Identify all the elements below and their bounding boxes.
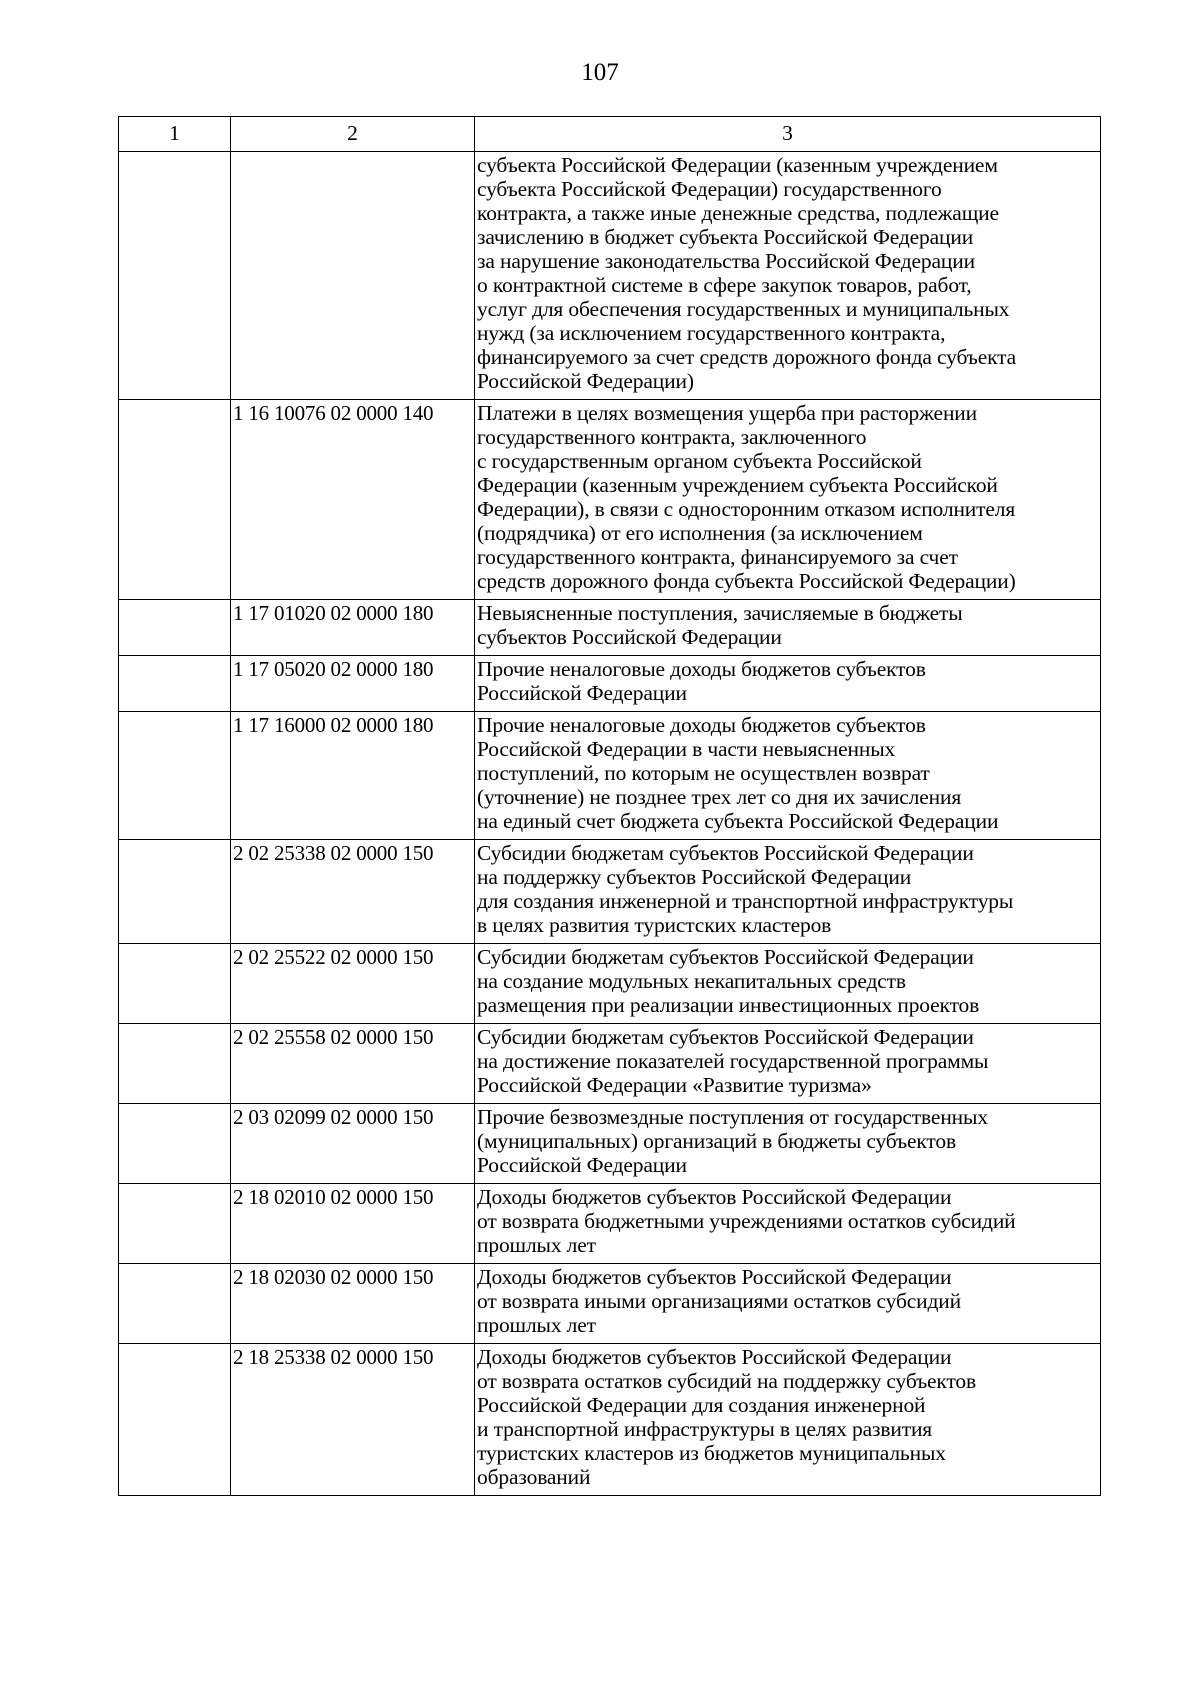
budget-code-cell: 1 17 16000 02 0000 180: [231, 712, 475, 840]
description-line: (подрядчика) от его исполнения (за исключением: [477, 521, 923, 545]
cell-col1: [119, 944, 231, 1024]
description-line: Доходы бюджетов субъектов Российской Федерации: [477, 1265, 952, 1289]
description-cell: [475, 152, 1101, 400]
table-row: [119, 712, 1101, 840]
table-row: [119, 1264, 1101, 1344]
table-row: [119, 1104, 1101, 1184]
description-line: Субсидии бюджетам субъектов Российской Федерации: [477, 945, 974, 969]
description-cell: [475, 840, 1101, 944]
cell-col1: [119, 1104, 231, 1184]
description-line: субъекта Российской Федерации (казенным учреждением: [477, 153, 998, 177]
description-line: на достижение показателей государственной программы: [477, 1049, 989, 1073]
description-line: государственного контракта, финансируемого за счет: [477, 545, 958, 569]
description-line: в целях развития туристских кластеров: [477, 913, 832, 937]
description-line: Прочие неналоговые доходы бюджетов субъектов: [477, 713, 926, 737]
cell-col1: [119, 712, 231, 840]
description-cell: [475, 600, 1101, 656]
budget-code-cell: [231, 152, 475, 400]
description-line: образований: [477, 1465, 591, 1489]
cell-col1: [119, 400, 231, 600]
budget-code-cell: 2 02 25338 02 0000 150: [231, 840, 475, 944]
budget-code-cell: 1 16 10076 02 0000 140: [231, 400, 475, 600]
description-line: Российской Федерации для создания инженерной: [477, 1393, 926, 1417]
table-row: [119, 400, 1101, 600]
cell-col1: [119, 1264, 231, 1344]
table-row: [119, 600, 1101, 656]
header-row: [119, 117, 1101, 152]
column-header-2: 2: [231, 117, 475, 152]
cell-col1: [119, 1184, 231, 1264]
column-header-3: 3: [475, 117, 1101, 152]
description-line: прошлых лет: [477, 1313, 596, 1337]
description-line: Прочие неналоговые доходы бюджетов субъектов: [477, 657, 926, 681]
table-row: [119, 840, 1101, 944]
table-row: [119, 152, 1101, 400]
table-row: [119, 1344, 1101, 1496]
description-cell: [475, 656, 1101, 712]
budget-code-cell: 1 17 05020 02 0000 180: [231, 656, 475, 712]
description-line: (уточнение) не позднее трех лет со дня их зачисления: [477, 785, 962, 809]
cell-col1: [119, 656, 231, 712]
description-line: Доходы бюджетов субъектов Российской Федерации: [477, 1185, 952, 1209]
table-header: [119, 117, 1101, 152]
description-cell: [475, 1264, 1101, 1344]
description-line: на поддержку субъектов Российской Федерации: [477, 865, 912, 889]
description-line: прошлых лет: [477, 1233, 596, 1257]
description-line: о контрактной системе в сфере закупок товаров, работ,: [477, 273, 972, 297]
description-line: туристских кластеров из бюджетов муниципальных: [477, 1441, 946, 1465]
description-line: нужд (за исключением государственного контракта,: [477, 321, 946, 345]
description-cell: [475, 1104, 1101, 1184]
description-line: Российской Федерации в части невыясненных: [477, 737, 896, 761]
description-cell: [475, 400, 1101, 600]
description-line: субъекта Российской Федерации) государственного: [477, 177, 942, 201]
description-line: Невыясненные поступления, зачисляемые в бюджеты: [477, 601, 963, 625]
description-line: Российской Федерации: [477, 1153, 687, 1177]
description-line: для создания инженерной и транспортной инфраструктуры: [477, 889, 1014, 913]
budget-code-cell: 2 18 02030 02 0000 150: [231, 1264, 475, 1344]
description-line: размещения при реализации инвестиционных проектов: [477, 993, 980, 1017]
description-line: финансируемого за счет средств дорожного фонда субъекта: [477, 345, 1017, 369]
table-body: [119, 152, 1101, 1496]
description-line: Федерации (казенным учреждением субъекта Российской: [477, 473, 998, 497]
description-cell: [475, 1184, 1101, 1264]
description-line: Федерации), в связи с односторонним отказом исполнителя: [477, 497, 1016, 521]
description-line: и транспортной инфраструктуры в целях развития: [477, 1417, 933, 1441]
description-line: от возврата остатков субсидий на поддержку субъектов: [477, 1369, 977, 1393]
column-header-1: 1: [119, 117, 231, 152]
description-line: от возврата иными организациями остатков субсидий: [477, 1289, 962, 1313]
description-line: за нарушение законодательства Российской Федерации: [477, 249, 975, 273]
description-line: с государственным органом субъекта Российской: [477, 449, 922, 473]
table-row: [119, 656, 1101, 712]
description-line: Прочие безвозмездные поступления от государственных: [477, 1105, 988, 1129]
description-line: поступлений, по которым не осуществлен возврат: [477, 761, 930, 785]
description-line: контракта, а также иные денежные средства, подлежащие: [477, 201, 999, 225]
description-cell: [475, 944, 1101, 1024]
budget-code-cell: 2 02 25522 02 0000 150: [231, 944, 475, 1024]
cell-col1: [119, 840, 231, 944]
cell-col1: [119, 600, 231, 656]
description-line: Платежи в целях возмещения ущерба при расторжении: [477, 401, 978, 425]
budget-code-cell: 2 18 25338 02 0000 150: [231, 1344, 475, 1496]
description-cell: [475, 1024, 1101, 1104]
description-line: субъектов Российской Федерации: [477, 625, 782, 649]
description-line: на единый счет бюджета субъекта Российской Федерации: [477, 809, 999, 833]
description-cell: [475, 1344, 1101, 1496]
description-line: Российской Федерации «Развитие туризма»: [477, 1073, 872, 1097]
cell-col1: [119, 1344, 231, 1496]
page-number: 107: [581, 59, 619, 86]
description-line: зачислению в бюджет субъекта Российской Федерации: [477, 225, 974, 249]
description-line: средств дорожного фонда субъекта Российской Федерации): [477, 569, 1016, 593]
description-line: государственного контракта, заключенного: [477, 425, 867, 449]
budget-code-cell: 2 03 02099 02 0000 150: [231, 1104, 475, 1184]
table-row: [119, 1024, 1101, 1104]
description-line: от возврата бюджетными учреждениями остатков субсидий: [477, 1209, 1016, 1233]
table-row: [119, 1184, 1101, 1264]
budget-code-cell: 1 17 01020 02 0000 180: [231, 600, 475, 656]
description-line: услуг для обеспечения государственных и муниципальных: [477, 297, 1010, 321]
budget-codes-table: [118, 116, 1101, 1496]
table-row: [119, 944, 1101, 1024]
description-line: Российской Федерации: [477, 681, 687, 705]
description-line: на создание модульных некапитальных средств: [477, 969, 906, 993]
budget-code-cell: 2 02 25558 02 0000 150: [231, 1024, 475, 1104]
description-line: Субсидии бюджетам субъектов Российской Федерации: [477, 841, 974, 865]
description-cell: [475, 712, 1101, 840]
budget-code-cell: 2 18 02010 02 0000 150: [231, 1184, 475, 1264]
cell-col1: [119, 152, 231, 400]
cell-col1: [119, 1024, 231, 1104]
description-line: Доходы бюджетов субъектов Российской Федерации: [477, 1345, 952, 1369]
description-line: Российской Федерации): [477, 369, 694, 393]
description-line: Субсидии бюджетам субъектов Российской Федерации: [477, 1025, 974, 1049]
description-line: (муниципальных) организаций в бюджеты субъектов: [477, 1129, 956, 1153]
